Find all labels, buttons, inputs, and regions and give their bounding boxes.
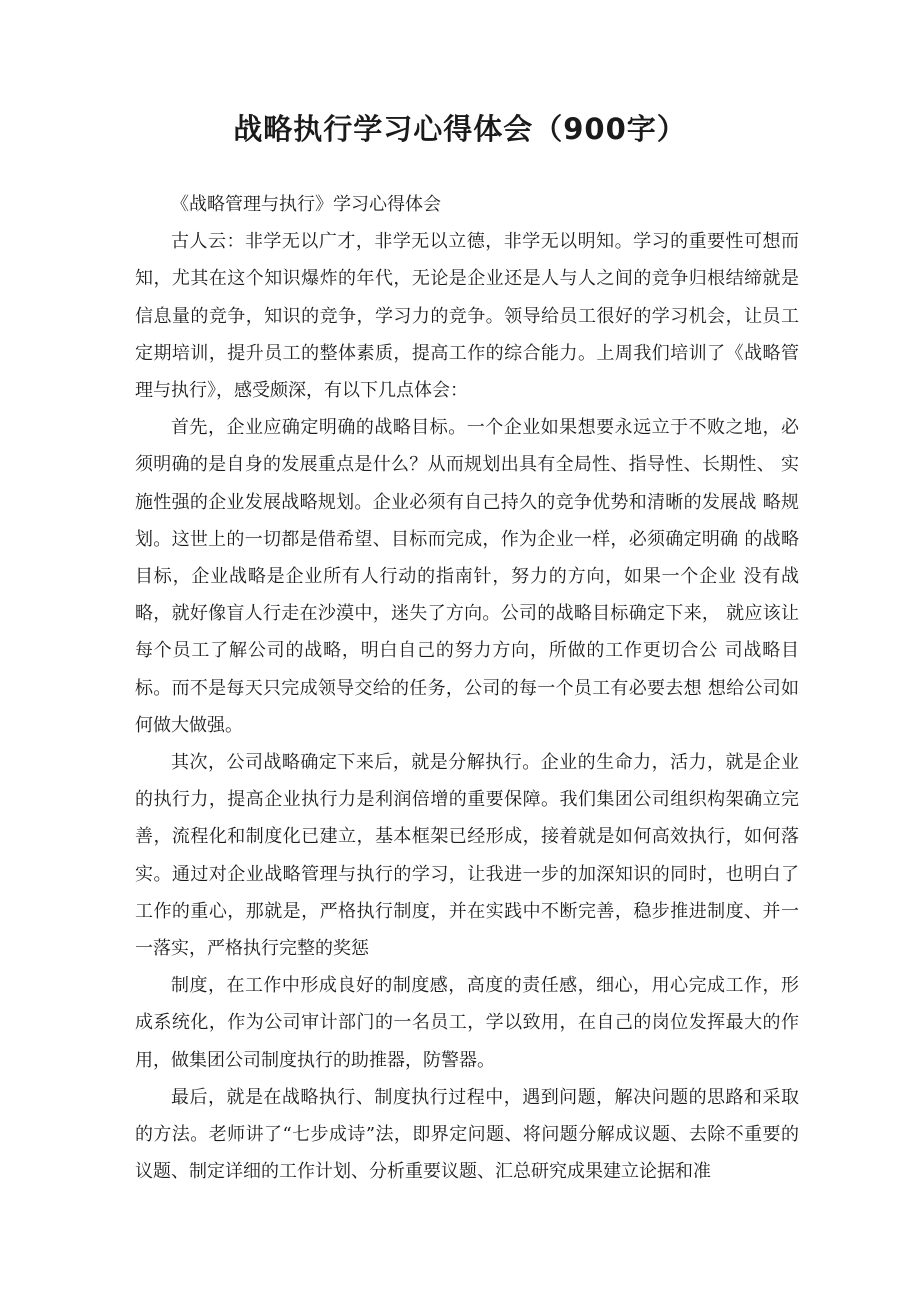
body-paragraph: 古人云：非学无以广才，非学无以立德，非学无以明知。学习的重要性可想而知，尤其在这个知识爆炸的年代，无论是企业还是人与人之间的竞争归根结缔就是信息量的竞争，知识的竞争，学习力的竞争。领导给员工很好的学习机会，让员工定期培训，提升员工的整体素质，提高工作的综合能力。上周我们培训了《战略管理与执行》，感受颇深，有以下几点体会： [135,231,799,402]
body-paragraph: 其次，公司战略确定下来后，就是分解执行。企业的生命力，活力，就是企业的执行力，提高企业执行力是利润倍增的重要保障。我们集团公司组织构架确立完善，流程化和制度化已建立，基本框架已经形成，接着就是如何高效执行，如何落实。通过对企业战略管理与执行的学习，让我进一步的加深知识的同时，也明白了工作的重心，那就是，严格执行制度，并在实践中不断完善，稳步推进制度、并一一落实，严格执行完整的奖惩 [135,752,799,960]
body-paragraph: 制度，在工作中形成良好的制度感，高度的责任感，细心，用心完成工作，形成系统化，作为公司审计部门的一名员工，学以致用，在自己的岗位发挥最大的作用，做集团公司制度执行的助推器，防警器。 [135,975,799,1071]
subtitle-paragraph: 《战略管理与执行》学习心得体会 [171,194,441,215]
body-paragraph: 首先，企业应确定明确的战略目标。一个企业如果想要永远立于不败之地，必须明确的是自身的发展重点是什么？从而规划出具有全局性、指导性、长期性、 实施性强的企业发展战略规划。企业必须有自己持久的竞争优势和清晰的发展战 略规划。这世上的一切都是借希望、目标而完成，作为企业一样，必须确定明确 的战略目标，企业战略是企业所有人行动的指南针，努力的方向，如果一个企业 没有战略，就好像盲人行走在沙漠中，迷失了方向。公司的战略目标确定下来， 就应该让每个员工了解公司的战略，明白自己的努力方向，所做的工作更切合公 司战略目标。而不是每天只完成领导交给的任务，公司的每一个员工有必要去想 想给公司如何做大做强。 [135,417,799,736]
document-title: 战略执行学习心得体会（900字） [233,112,687,147]
document-body [135,186,799,1190]
body-paragraph: 最后，就是在战略执行、制度执行过程中，遇到问题，解决问题的思路和采取的方法。老师讲了“七步成诗”法，即界定问题、将问题分解成议题、去除不重要的议题、制定详细的工作计划、分析重要议题、汇总研究成果建立论据和准 [135,1086,799,1183]
